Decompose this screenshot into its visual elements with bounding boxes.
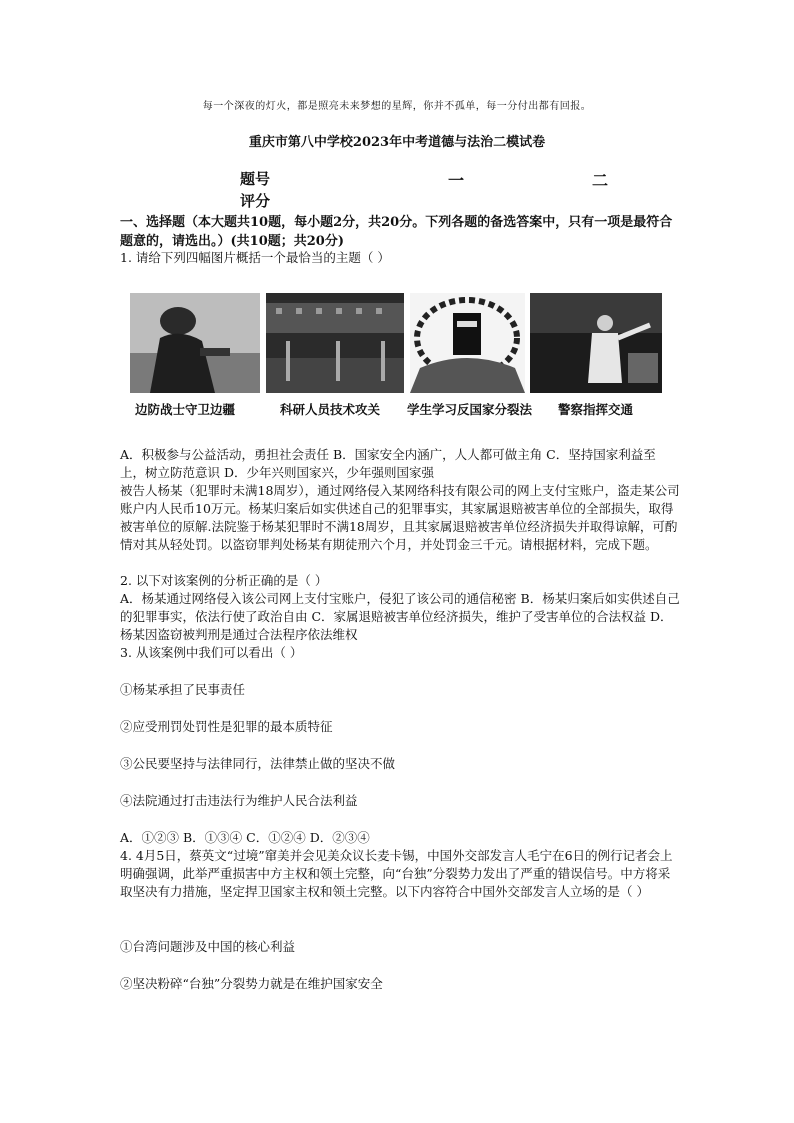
photo-border-soldier (130, 293, 260, 393)
photo-students-study (410, 293, 525, 393)
question-3-stem: 3. 从该案例中我们可以看出（ ） (120, 645, 303, 660)
question-3-item-2: ②应受刑罚处罚性是犯罪的最本质特征 (120, 719, 333, 734)
score-table-col2: 二 (592, 171, 609, 190)
photo-caption-1: 边防战士守卫边疆 (135, 402, 236, 417)
question-3-item-1: ①杨某承担了民事责任 (120, 682, 246, 697)
question-2-options: A．杨某通过网络侵入该公司网上支付宝账户，侵犯了该公司的通信秘密 B．杨某归案后如实供述自己的犯罪事实，依法行使了政治自由 C．家属退赔被害单位经济损失，维护了受害单位的合法权益 D．杨某因盗窃被判刑是通过合法程序依法维权 (120, 591, 680, 642)
section-heading: 一、选择题（本大题共10题，每小题2分，共20分。下列各题的备选答案中，只有一项是最符合题意的，请选出。）(共10题；共20分) (120, 215, 673, 249)
score-table-row2-label: 评分 (240, 192, 271, 210)
photo-researchers (266, 293, 404, 393)
question-4-item-2: ②坚决粉碎“台独”分裂势力就是在维护国家安全 (120, 976, 383, 991)
question-1-options: A．积极参与公益活动，勇担社会责任 B．国家安全内涵广，人人都可做主角 C．坚持国家利益至上，树立防范意识 D．少年兴则国家兴，少年强则国家强 (120, 447, 656, 480)
score-table-row1-label: 题号 (240, 170, 271, 188)
photo-caption-4: 警察指挥交通 (558, 402, 634, 417)
question-1-stem: 1. 请给下列四幅图片概括一个最恰当的主题（ ） (120, 250, 390, 265)
header-motto: 每一个深夜的灯火，都是照亮未来梦想的星辉，你并不孤单，每一分付出都有回报。 (202, 101, 592, 112)
question-4-item-1: ①台湾问题涉及中国的核心利益 (120, 939, 296, 954)
photo-police-traffic (530, 293, 662, 393)
question-4-stem: 4. 4月5日，蔡英文“过境”窜美并会见美众议长麦卡锡，中国外交部发言人毛宁在6日的例行记者会上明确强调，此举严重损害中方主权和领土完整，向“台独”分裂势力发出了严重的错误信号。中方将采取坚决有力措施，坚定捍卫国家主权和领土完整。以下内容符合中国外交部发言人立场的是（ ） (120, 848, 673, 899)
case-material: 被告人杨某（犯罪时未满18周岁），通过网络侵入某网络科技有限公司的网上支付宝账户，盗走某公司账户内人民币10万元。杨某归案后如实供述自己的犯罪事实，其家属退赔被害单位的全部损失，取得被害单位的原解.法院鉴于杨某犯罪时不满18周岁，且其家属退赔被害单位经济损失并取得谅解，可酌情对其从轻处罚。以盗窃罪判处杨某有期徒刑六个月，并处罚金三千元。请根据材料，完成下题。 (120, 483, 680, 552)
question-3-item-4: ④法院通过打击违法行为维护人民合法利益 (120, 793, 358, 808)
score-table-col1: 一 (448, 171, 465, 190)
photo-caption-3: 学生学习反国家分裂法 (407, 402, 533, 417)
question-1-photos (130, 293, 662, 393)
question-3-item-3: ③公民要坚持与法律同行，法律禁止做的坚决不做 (120, 756, 396, 771)
photo-caption-2: 科研人员技术攻关 (280, 402, 381, 417)
question-2-stem: 2. 以下对该案例的分析正确的是（ ） (120, 573, 328, 588)
question-3-options: A．①②③ B．①③④ C．①②④ D．②③④ (120, 830, 370, 845)
exam-title: 重庆市第八中学校2023年中考道德与法治二模试卷 (248, 135, 546, 150)
